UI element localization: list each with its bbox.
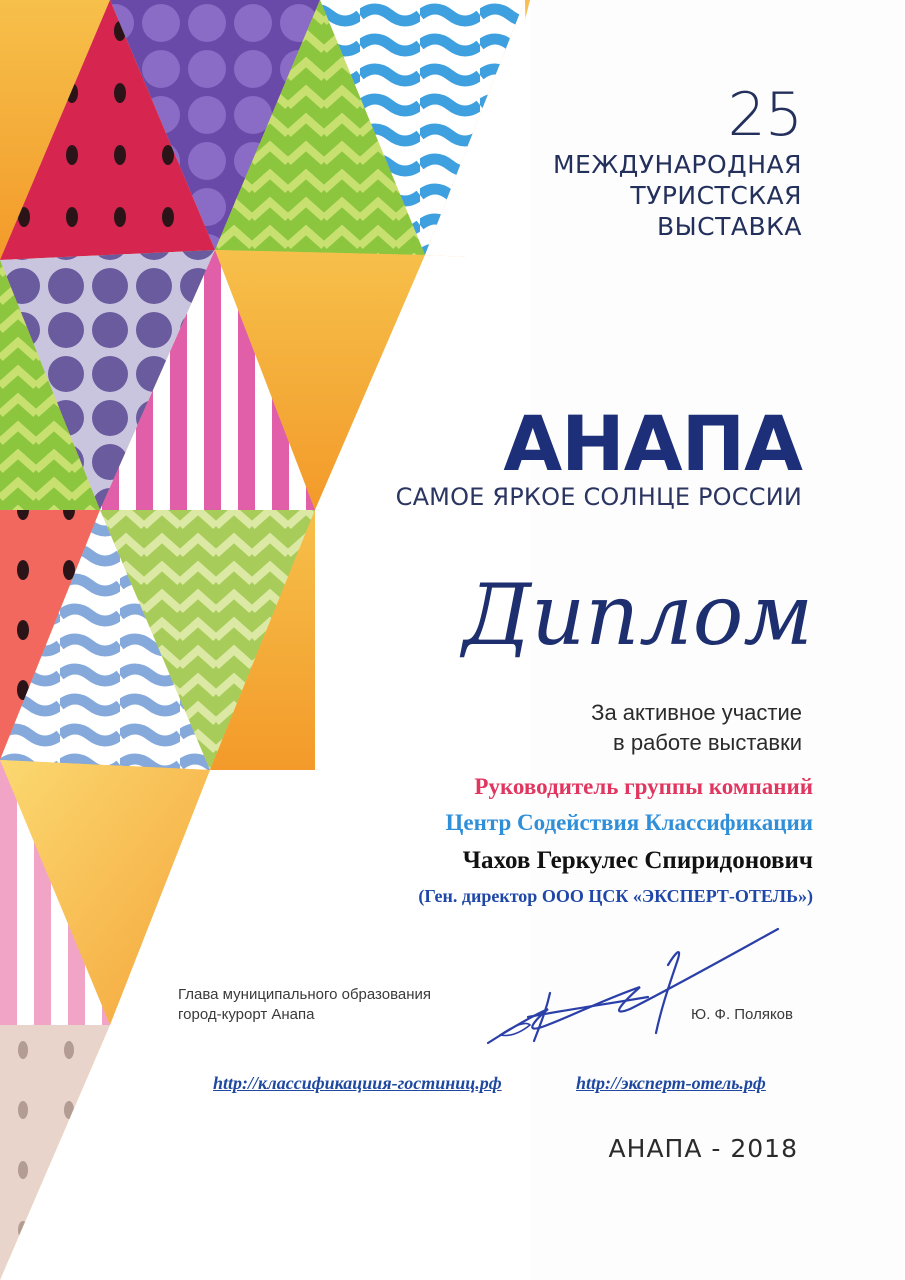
footer-city-year: АНАПА - 2018 (608, 1134, 798, 1163)
exhibition-title-line-1: МЕЖДУНАРОДНАЯ (552, 150, 802, 179)
signatory-title-line-2: город-курорт Анапа (178, 1006, 315, 1023)
signatory-title-line-1: Глава муниципального образования (178, 986, 432, 1003)
exhibition-number: 25 (727, 80, 802, 150)
signatory-name: Ю. Ф. Поляков (691, 1006, 793, 1023)
diploma-reason-line-1: За активное участие (591, 700, 802, 725)
recipient-company: Центр Содействия Классификации (445, 810, 813, 835)
exhibition-title-line-2: ТУРИСТСКАЯ (630, 181, 802, 210)
recipient-position: Руководитель группы компаний (474, 774, 813, 799)
link-classification[interactable]: http://классификациия-гостиниц.рф (213, 1073, 502, 1093)
diploma-title: Диплом (462, 566, 813, 664)
recipient-title: (Ген. директор ООО ЦСК «ЭКСПЕРТ-ОТЕЛЬ») (418, 886, 813, 906)
brand-slogan: САМОЕ ЯРКОЕ СОЛНЦЕ РОССИИ (395, 483, 802, 511)
exhibition-title-line-3: ВЫСТАВКА (656, 212, 802, 241)
diploma-reason-line-2: в работе выставки (613, 730, 802, 755)
link-expert-hotel[interactable]: http://эксперт-отель.рф (576, 1073, 766, 1093)
recipient-name: Чахов Геркулес Спиридонович (462, 847, 813, 874)
brand-name: АНАПА (503, 399, 802, 488)
signature-icon (470, 925, 790, 1055)
